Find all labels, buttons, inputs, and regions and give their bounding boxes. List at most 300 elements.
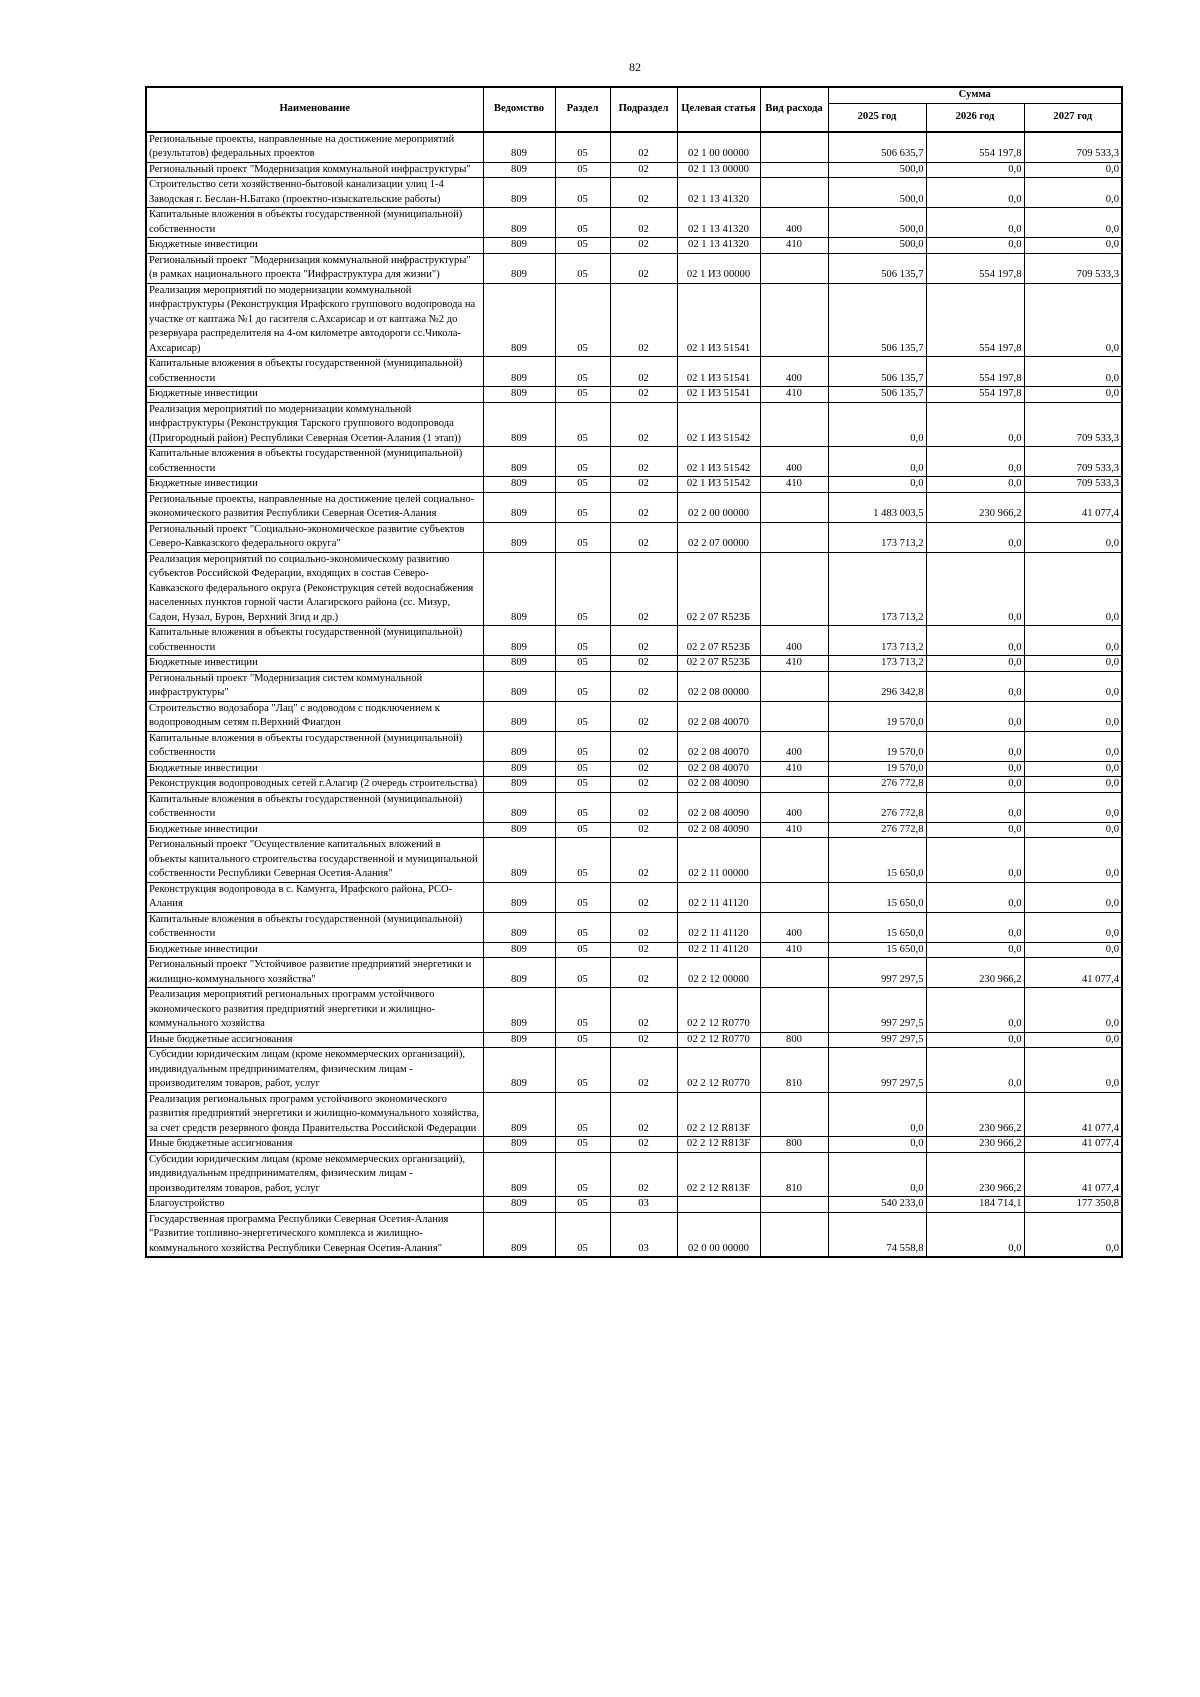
cell-2027: 709 533,3: [1024, 477, 1122, 493]
cell-vid: 800: [760, 1032, 828, 1048]
cell-name: Реконструкция водопроводных сетей г.Алагир (2 очередь строительства): [146, 777, 483, 793]
cell-name: Субсидии юридическим лицам (кроме некоммерческих организаций), индивидуальным предпринимателям, физическим лицам - производителям товаров, работ, услуг: [146, 1152, 483, 1197]
cell-vid: 400: [760, 731, 828, 761]
cell-razdel: 05: [555, 1152, 610, 1197]
cell-name: Бюджетные инвестиции: [146, 477, 483, 493]
cell-podrazdel: 02: [610, 912, 677, 942]
cell-2026: 0,0: [926, 777, 1024, 793]
header-target: Целевая статья: [677, 87, 760, 132]
cell-vedomstvo: 809: [483, 822, 555, 838]
cell-2027: 0,0: [1024, 357, 1122, 387]
cell-vedomstvo: 809: [483, 1152, 555, 1197]
cell-vid: [760, 402, 828, 447]
cell-target: 02 2 12 R813F: [677, 1152, 760, 1197]
cell-2025: 173 713,2: [828, 626, 926, 656]
cell-vedomstvo: 809: [483, 492, 555, 522]
cell-vedomstvo: 809: [483, 477, 555, 493]
cell-2025: 997 297,5: [828, 958, 926, 988]
cell-vedomstvo: 809: [483, 761, 555, 777]
cell-vid: [760, 701, 828, 731]
cell-podrazdel: 02: [610, 656, 677, 672]
cell-name: Субсидии юридическим лицам (кроме некоммерческих организаций), индивидуальным предпринимателям, физическим лицам - производителям товаров, работ, услуг: [146, 1048, 483, 1093]
cell-name: Бюджетные инвестиции: [146, 387, 483, 403]
cell-vid: 400: [760, 912, 828, 942]
table-row: [146, 1032, 1122, 1048]
cell-razdel: 05: [555, 402, 610, 447]
cell-2026: 230 966,2: [926, 1092, 1024, 1137]
cell-2025: 500,0: [828, 208, 926, 238]
header-2025: 2025 год: [828, 103, 926, 132]
cell-podrazdel: 02: [610, 387, 677, 403]
cell-2025: 500,0: [828, 162, 926, 178]
cell-2026: 0,0: [926, 477, 1024, 493]
cell-target: 02 2 08 40070: [677, 761, 760, 777]
cell-vid: [760, 178, 828, 208]
cell-vedomstvo: 809: [483, 162, 555, 178]
cell-2026: 0,0: [926, 238, 1024, 254]
cell-razdel: 05: [555, 701, 610, 731]
cell-vedomstvo: 809: [483, 283, 555, 357]
cell-2026: 0,0: [926, 701, 1024, 731]
cell-name: Реализация региональных программ устойчивого экономического развития предприятий энергетики и жилищно-коммунального хозяйства, за счет средств резервного фонда Правительства Российской Федерации: [146, 1092, 483, 1137]
table-row: [146, 671, 1122, 701]
table-row: [146, 1212, 1122, 1257]
cell-2026: 554 197,8: [926, 283, 1024, 357]
cell-target: 02 2 12 R813F: [677, 1137, 760, 1153]
cell-2025: 0,0: [828, 477, 926, 493]
cell-name: Иные бюджетные ассигнования: [146, 1032, 483, 1048]
cell-target: 02 2 12 R0770: [677, 988, 760, 1033]
cell-2026: 0,0: [926, 162, 1024, 178]
cell-2025: 506 635,7: [828, 132, 926, 163]
cell-vid: [760, 1212, 828, 1257]
cell-target: 02 1 И3 51542: [677, 447, 760, 477]
cell-razdel: 05: [555, 656, 610, 672]
table-row: [146, 238, 1122, 254]
cell-vedomstvo: 809: [483, 552, 555, 626]
cell-2026: 0,0: [926, 671, 1024, 701]
cell-name: Региональный проект "Устойчивое развитие предприятий энергетики и жилищно-коммунального хозяйства": [146, 958, 483, 988]
cell-name: Строительство сети хозяйственно-бытовой канализации улиц 1-4 Заводская г. Беслан-Н.Батако (проектно-изыскательские работы): [146, 178, 483, 208]
cell-vid: [760, 988, 828, 1033]
cell-vedomstvo: 809: [483, 958, 555, 988]
table-row: [146, 447, 1122, 477]
cell-podrazdel: 02: [610, 882, 677, 912]
cell-name: Капитальные вложения в объекты государственной (муниципальной) собственности: [146, 626, 483, 656]
cell-vedomstvo: 809: [483, 792, 555, 822]
cell-razdel: 05: [555, 882, 610, 912]
cell-razdel: 05: [555, 178, 610, 208]
cell-podrazdel: 02: [610, 988, 677, 1033]
cell-2026: 0,0: [926, 912, 1024, 942]
cell-vid: 400: [760, 208, 828, 238]
cell-name: Государственная программа Республики Северная Осетия-Алания "Развитие топливно-энергетического комплекса и жилищно-коммунального хозяйства Республики Северная Осетия-Алания": [146, 1212, 483, 1257]
cell-2027: 0,0: [1024, 912, 1122, 942]
cell-2027: 0,0: [1024, 988, 1122, 1033]
cell-vedomstvo: 809: [483, 626, 555, 656]
cell-target: 02 2 08 40090: [677, 792, 760, 822]
cell-podrazdel: 02: [610, 447, 677, 477]
cell-podrazdel: 02: [610, 838, 677, 883]
cell-2026: 230 966,2: [926, 1137, 1024, 1153]
cell-razdel: 05: [555, 838, 610, 883]
cell-podrazdel: 02: [610, 731, 677, 761]
cell-2026: 0,0: [926, 838, 1024, 883]
table-row: [146, 1197, 1122, 1213]
cell-name: Бюджетные инвестиции: [146, 761, 483, 777]
cell-2026: 0,0: [926, 656, 1024, 672]
cell-2026: 230 966,2: [926, 958, 1024, 988]
cell-podrazdel: 02: [610, 1032, 677, 1048]
cell-vid: 410: [760, 656, 828, 672]
cell-target: 02 1 13 00000: [677, 162, 760, 178]
cell-name: Региональный проект "Социально-экономическое развитие субъектов Северо-Кавказского федерального округа": [146, 522, 483, 552]
cell-target: 02 2 07 00000: [677, 522, 760, 552]
table-row: [146, 777, 1122, 793]
cell-razdel: 05: [555, 283, 610, 357]
cell-vedomstvo: 809: [483, 1048, 555, 1093]
cell-razdel: 05: [555, 822, 610, 838]
cell-vedomstvo: 809: [483, 988, 555, 1033]
cell-2025: 506 135,7: [828, 283, 926, 357]
cell-2025: 0,0: [828, 1092, 926, 1137]
cell-podrazdel: 02: [610, 402, 677, 447]
cell-target: 02 2 08 40070: [677, 731, 760, 761]
cell-razdel: 05: [555, 492, 610, 522]
cell-name: Региональные проекты, направленные на достижение целей социально-экономического развития Республики Северная Осетия-Алания: [146, 492, 483, 522]
cell-2027: 0,0: [1024, 792, 1122, 822]
cell-vedomstvo: 809: [483, 777, 555, 793]
cell-2027: 41 077,4: [1024, 1092, 1122, 1137]
cell-vid: [760, 283, 828, 357]
cell-vedomstvo: 809: [483, 238, 555, 254]
cell-2026: 0,0: [926, 988, 1024, 1033]
cell-2027: 0,0: [1024, 178, 1122, 208]
cell-name: Региональный проект "Модернизация коммунальной инфраструктуры": [146, 162, 483, 178]
cell-podrazdel: 02: [610, 477, 677, 493]
cell-podrazdel: 02: [610, 626, 677, 656]
table-row: [146, 492, 1122, 522]
cell-2027: 177 350,8: [1024, 1197, 1122, 1213]
cell-name: Капитальные вложения в объекты государственной (муниципальной) собственности: [146, 792, 483, 822]
cell-vid: 410: [760, 822, 828, 838]
cell-name: Бюджетные инвестиции: [146, 942, 483, 958]
table-row: [146, 402, 1122, 447]
cell-razdel: 05: [555, 942, 610, 958]
cell-2025: 276 772,8: [828, 792, 926, 822]
cell-razdel: 05: [555, 253, 610, 283]
cell-2026: 230 966,2: [926, 1152, 1024, 1197]
cell-2027: 0,0: [1024, 387, 1122, 403]
cell-vedomstvo: 809: [483, 208, 555, 238]
cell-2026: 554 197,8: [926, 132, 1024, 163]
cell-target: 02 2 12 R813F: [677, 1092, 760, 1137]
cell-2027: 0,0: [1024, 942, 1122, 958]
cell-2025: 500,0: [828, 178, 926, 208]
table-row: [146, 208, 1122, 238]
cell-target: 02 1 И3 51541: [677, 387, 760, 403]
cell-podrazdel: 02: [610, 283, 677, 357]
cell-podrazdel: 02: [610, 357, 677, 387]
header-name: Наименование: [146, 87, 483, 132]
table-row: [146, 656, 1122, 672]
cell-2026: 0,0: [926, 208, 1024, 238]
cell-2026: 230 966,2: [926, 492, 1024, 522]
cell-2025: 173 713,2: [828, 552, 926, 626]
table-row: [146, 387, 1122, 403]
cell-vedomstvo: 809: [483, 387, 555, 403]
cell-podrazdel: 02: [610, 162, 677, 178]
table-row: [146, 1152, 1122, 1197]
cell-name: Реализация мероприятий по модернизации коммунальной инфраструктуры (Реконструкция Тарского группового водопровода (Пригородный район) Республики Северная Осетия-Алания (1 этап)): [146, 402, 483, 447]
cell-2027: 0,0: [1024, 882, 1122, 912]
cell-podrazdel: 02: [610, 671, 677, 701]
cell-vid: [760, 1092, 828, 1137]
cell-2026: 554 197,8: [926, 253, 1024, 283]
cell-target: 02 2 11 41120: [677, 942, 760, 958]
cell-razdel: 05: [555, 477, 610, 493]
cell-vid: 400: [760, 357, 828, 387]
cell-target: 02 2 08 00000: [677, 671, 760, 701]
cell-target: 02 2 07 R523Б: [677, 656, 760, 672]
cell-2026: 184 714,1: [926, 1197, 1024, 1213]
cell-2025: 19 570,0: [828, 731, 926, 761]
cell-vedomstvo: 809: [483, 402, 555, 447]
cell-vid: 410: [760, 942, 828, 958]
cell-vid: 400: [760, 792, 828, 822]
cell-podrazdel: 02: [610, 208, 677, 238]
cell-2025: 506 135,7: [828, 253, 926, 283]
cell-2025: 0,0: [828, 402, 926, 447]
cell-2025: 0,0: [828, 1137, 926, 1153]
cell-2026: 0,0: [926, 1032, 1024, 1048]
cell-vid: 810: [760, 1152, 828, 1197]
cell-vid: [760, 838, 828, 883]
cell-name: Бюджетные инвестиции: [146, 822, 483, 838]
cell-vid: [760, 1197, 828, 1213]
cell-vid: [760, 882, 828, 912]
cell-vid: [760, 132, 828, 163]
cell-name: Капитальные вложения в объекты государственной (муниципальной) собственности: [146, 731, 483, 761]
cell-podrazdel: 02: [610, 1048, 677, 1093]
cell-razdel: 05: [555, 447, 610, 477]
cell-2025: 500,0: [828, 238, 926, 254]
table-row: [146, 357, 1122, 387]
cell-razdel: 05: [555, 1137, 610, 1153]
cell-2025: 0,0: [828, 447, 926, 477]
table-row: [146, 626, 1122, 656]
cell-vedomstvo: 809: [483, 447, 555, 477]
cell-2026: 0,0: [926, 942, 1024, 958]
cell-2027: 0,0: [1024, 731, 1122, 761]
cell-vedomstvo: 809: [483, 1212, 555, 1257]
cell-2025: 0,0: [828, 1152, 926, 1197]
cell-vid: [760, 777, 828, 793]
cell-2027: 41 077,4: [1024, 1137, 1122, 1153]
cell-2025: 997 297,5: [828, 1048, 926, 1093]
cell-target: 02 2 07 R523Б: [677, 626, 760, 656]
cell-podrazdel: 02: [610, 552, 677, 626]
cell-vid: 410: [760, 477, 828, 493]
table-row: [146, 283, 1122, 357]
cell-vid: 800: [760, 1137, 828, 1153]
cell-vid: 400: [760, 626, 828, 656]
cell-target: 02 0 00 00000: [677, 1212, 760, 1257]
cell-vedomstvo: 809: [483, 838, 555, 883]
cell-2025: 506 135,7: [828, 357, 926, 387]
cell-razdel: 05: [555, 208, 610, 238]
cell-2026: 0,0: [926, 822, 1024, 838]
cell-razdel: 05: [555, 522, 610, 552]
cell-2027: 709 533,3: [1024, 447, 1122, 477]
cell-vedomstvo: 809: [483, 671, 555, 701]
cell-vedomstvo: 809: [483, 912, 555, 942]
cell-razdel: 05: [555, 552, 610, 626]
table-row: [146, 838, 1122, 883]
cell-2026: 0,0: [926, 1212, 1024, 1257]
table-row: [146, 912, 1122, 942]
cell-2025: 997 297,5: [828, 1032, 926, 1048]
cell-vid: [760, 162, 828, 178]
header-podrazdel: Подраздел: [610, 87, 677, 132]
cell-2025: 276 772,8: [828, 777, 926, 793]
table-row: [146, 731, 1122, 761]
cell-razdel: 05: [555, 626, 610, 656]
table-row: [146, 1048, 1122, 1093]
cell-podrazdel: 03: [610, 1212, 677, 1257]
cell-2026: 0,0: [926, 761, 1024, 777]
cell-razdel: 05: [555, 162, 610, 178]
cell-2025: 15 650,0: [828, 882, 926, 912]
cell-vid: 410: [760, 761, 828, 777]
cell-vid: 810: [760, 1048, 828, 1093]
cell-2027: 0,0: [1024, 626, 1122, 656]
cell-vedomstvo: 809: [483, 1092, 555, 1137]
budget-table: [145, 86, 1123, 1258]
cell-razdel: 05: [555, 1197, 610, 1213]
cell-2025: 74 558,8: [828, 1212, 926, 1257]
cell-2026: 0,0: [926, 402, 1024, 447]
cell-target: 02 1 13 41320: [677, 178, 760, 208]
cell-podrazdel: 02: [610, 942, 677, 958]
cell-podrazdel: 03: [610, 1197, 677, 1213]
cell-target: 02 1 13 41320: [677, 208, 760, 238]
cell-vedomstvo: 809: [483, 178, 555, 208]
cell-razdel: 05: [555, 792, 610, 822]
cell-2026: 0,0: [926, 552, 1024, 626]
cell-name: Реализация мероприятий по модернизации коммунальной инфраструктуры (Реконструкция Ирафского группового водопровода на участке от каптажа №1 до гасителя с.Ахсарисар и от каптажа №2 до резервуара распределителя на 4-ом километре автодороги сс.Чикола-Ахсарисар): [146, 283, 483, 357]
table-row: [146, 162, 1122, 178]
header-razdel: Раздел: [555, 87, 610, 132]
cell-2025: 19 570,0: [828, 701, 926, 731]
cell-2027: 0,0: [1024, 1048, 1122, 1093]
cell-vid: [760, 253, 828, 283]
cell-podrazdel: 02: [610, 958, 677, 988]
cell-name: Региональные проекты, направленные на достижение мероприятий (результатов) федеральных проектов: [146, 132, 483, 163]
header-vedomstvo: Ведомство: [483, 87, 555, 132]
cell-2025: 1 483 003,5: [828, 492, 926, 522]
cell-podrazdel: 02: [610, 701, 677, 731]
cell-2027: 41 077,4: [1024, 958, 1122, 988]
cell-name: Капитальные вложения в объекты государственной (муниципальной) собственности: [146, 447, 483, 477]
cell-name: Реконструкция водопровода в с. Камунта, Ирафского района, РСО-Алания: [146, 882, 483, 912]
cell-razdel: 05: [555, 777, 610, 793]
cell-2025: 15 650,0: [828, 942, 926, 958]
cell-target: 02 2 11 41120: [677, 912, 760, 942]
table-row: [146, 1092, 1122, 1137]
table-row: [146, 522, 1122, 552]
cell-razdel: 05: [555, 761, 610, 777]
cell-vedomstvo: 809: [483, 1197, 555, 1213]
cell-2025: 173 713,2: [828, 522, 926, 552]
cell-target: 02 2 11 41120: [677, 882, 760, 912]
cell-2027: 0,0: [1024, 238, 1122, 254]
cell-podrazdel: 02: [610, 132, 677, 163]
cell-target: 02 2 08 40090: [677, 822, 760, 838]
cell-vedomstvo: 809: [483, 656, 555, 672]
cell-razdel: 05: [555, 988, 610, 1033]
cell-podrazdel: 02: [610, 822, 677, 838]
header-sum: Сумма: [828, 87, 1122, 103]
header-vid: Вид расхода: [760, 87, 828, 132]
cell-2025: 276 772,8: [828, 822, 926, 838]
cell-2025: 997 297,5: [828, 988, 926, 1033]
cell-2027: 41 077,4: [1024, 492, 1122, 522]
cell-target: 02 1 И3 51542: [677, 402, 760, 447]
cell-podrazdel: 02: [610, 777, 677, 793]
table-row: [146, 882, 1122, 912]
cell-2025: 506 135,7: [828, 387, 926, 403]
cell-vid: [760, 671, 828, 701]
cell-vedomstvo: 809: [483, 357, 555, 387]
cell-2026: 0,0: [926, 1048, 1024, 1093]
cell-target: 02 1 13 41320: [677, 238, 760, 254]
cell-2027: 709 533,3: [1024, 132, 1122, 163]
cell-vid: [760, 492, 828, 522]
cell-vid: 410: [760, 387, 828, 403]
cell-target: 02 2 00 00000: [677, 492, 760, 522]
cell-name: Региональный проект "Модернизация систем коммунальной инфраструктуры": [146, 671, 483, 701]
cell-2026: 554 197,8: [926, 357, 1024, 387]
cell-2026: 0,0: [926, 792, 1024, 822]
cell-name: Региональный проект "Осуществление капитальных вложений в объекты капитального строительства государственной и муниципальной собственности Республики Северная Осетия-Алания": [146, 838, 483, 883]
cell-podrazdel: 02: [610, 238, 677, 254]
cell-2027: 709 533,3: [1024, 402, 1122, 447]
cell-name: Строительство водозабора "Лац" с водоводом с подключением к водопроводным сетям п.Верхний Фиагдон: [146, 701, 483, 731]
cell-2027: 0,0: [1024, 552, 1122, 626]
table-row: [146, 253, 1122, 283]
cell-razdel: 05: [555, 357, 610, 387]
cell-2025: 15 650,0: [828, 912, 926, 942]
cell-name: Капитальные вложения в объекты государственной (муниципальной) собственности: [146, 912, 483, 942]
cell-target: 02 2 11 00000: [677, 838, 760, 883]
table-row: [146, 477, 1122, 493]
cell-name: Реализация мероприятий региональных программ устойчивого экономического развития предприятий энергетики и жилищно-коммунального хозяйства: [146, 988, 483, 1033]
cell-podrazdel: 02: [610, 1137, 677, 1153]
cell-razdel: 05: [555, 958, 610, 988]
cell-razdel: 05: [555, 132, 610, 163]
cell-podrazdel: 02: [610, 522, 677, 552]
cell-2025: 296 342,8: [828, 671, 926, 701]
cell-target: 02 2 12 R0770: [677, 1032, 760, 1048]
table-row: [146, 178, 1122, 208]
cell-name: Благоустройство: [146, 1197, 483, 1213]
cell-razdel: 05: [555, 731, 610, 761]
table-row: [146, 132, 1122, 163]
cell-name: Капитальные вложения в объекты государственной (муниципальной) собственности: [146, 208, 483, 238]
table-header: [146, 87, 1122, 132]
cell-2027: 0,0: [1024, 777, 1122, 793]
